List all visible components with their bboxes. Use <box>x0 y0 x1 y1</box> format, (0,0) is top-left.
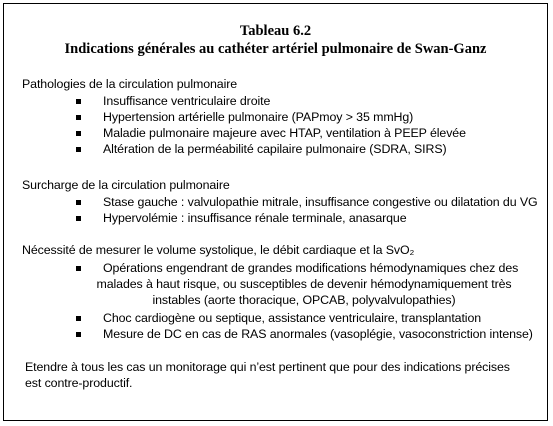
list-item: Choc cardiogène ou septique, assistance ventriculaire, transplantation <box>103 311 482 325</box>
list-item: Maladie pulmonaire majeure avec HTAP, ventilation à PEEP élevée <box>103 126 466 140</box>
list-item-line: Opérations engendrant de grandes modifications hémodynamiques chez des <box>103 261 519 275</box>
list-item: Mesure de DC en cas de RAS anormales (vasoplégie, vasoconstriction intense) <box>103 327 533 341</box>
bullet-icon <box>76 147 81 152</box>
footer-line: Etendre à tous les cas un monitorage qui n’est pertinent que pour des indications précises <box>25 360 510 374</box>
list-item: Hypervolémie : insuffisance rénale terminale, anasarque <box>103 211 407 225</box>
section-heading-pulmonary-overload: Surcharge de la circulation pulmonaire <box>22 178 230 192</box>
table-frame <box>3 3 548 421</box>
list-item-line: instables (aorte thoracique, OPCAB, polyvalvulopathies) <box>152 293 456 307</box>
bullet-icon <box>76 200 81 205</box>
bullet-icon <box>76 216 81 221</box>
table-subtitle: Indications générales au cathéter artériel pulmonaire de Swan-Ganz <box>64 41 487 57</box>
list-item-line: malades à haut risque, ou susceptibles de devenir hémodynamiquement très <box>96 277 512 291</box>
list-item: Hypertension artérielle pulmonaire (PAPmoy > 35 mmHg) <box>103 110 414 124</box>
bullet-icon <box>76 266 81 271</box>
footer-line: est contre-productif. <box>25 376 133 390</box>
bullet-icon <box>76 316 81 321</box>
bullet-icon <box>76 115 81 120</box>
bullet-icon <box>76 99 81 104</box>
bullet-icon <box>76 332 81 337</box>
section-heading-pulmonary-pathologies: Pathologies de la circulation pulmonaire <box>22 77 238 91</box>
bullet-icon <box>76 131 81 136</box>
list-item: Insuffisance ventriculaire droite <box>103 94 271 108</box>
list-item: Altération de la perméabilité capilaire pulmonaire (SDRA, SIRS) <box>103 142 447 156</box>
list-item: Stase gauche : valvulopathie mitrale, insuffisance congestive ou dilatation du VG <box>103 195 538 209</box>
section-heading-cardiac-output: Nécessité de mesurer le volume systolique, le débit cardiaque et la SvO₂ <box>22 243 415 257</box>
table-title: Tableau 6.2 <box>239 23 312 39</box>
